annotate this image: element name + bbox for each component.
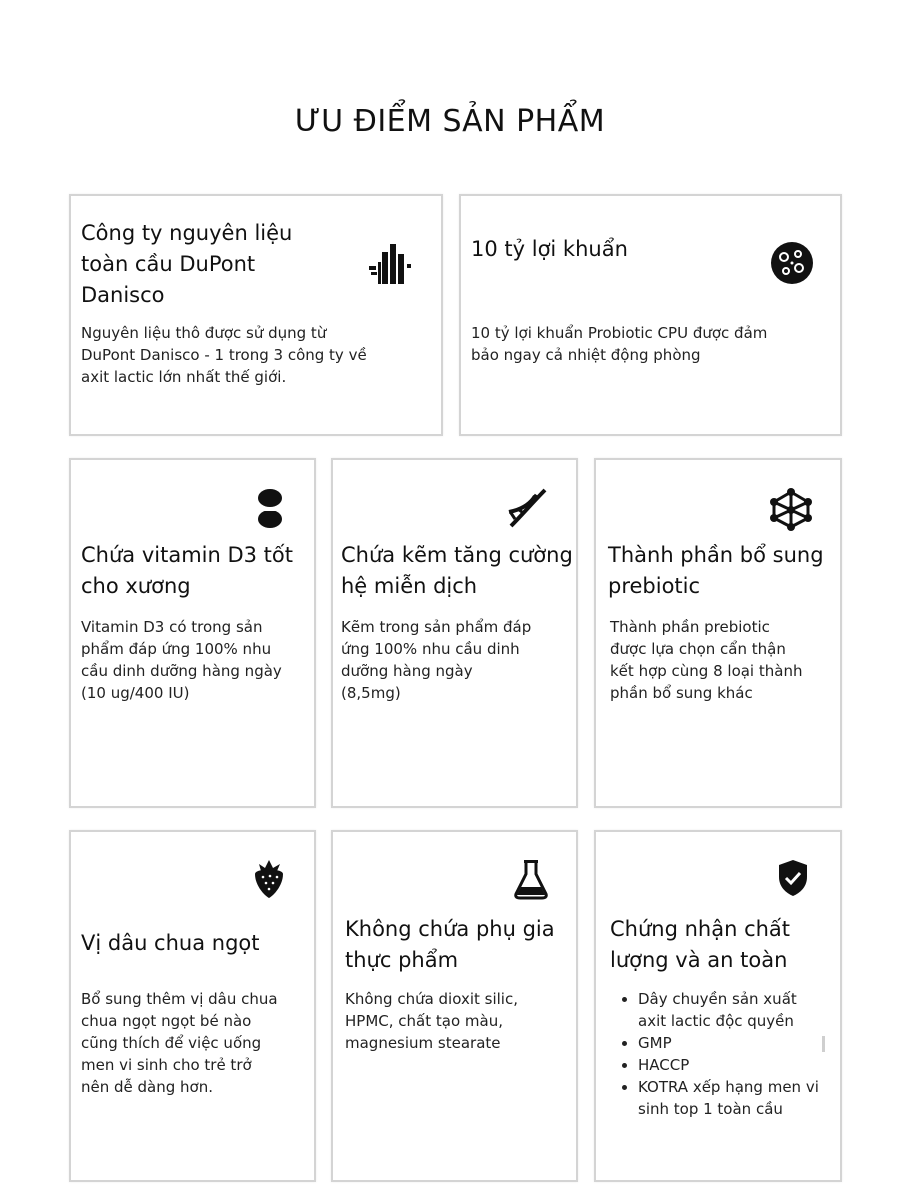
card-description: Thành phần prebiotic được lựa chọn cẩn thận kết hợp cùng 8 loại thành phần bổ sung khác <box>610 618 803 702</box>
bacteria-icon <box>769 240 815 286</box>
card-title: Không chứa phụ gia thực phẩm <box>345 917 555 972</box>
feature-card-no-additives <box>331 830 578 1182</box>
feature-card-probiotic <box>459 194 842 436</box>
list-item: • KOTRA xếp hạng men vi sinh top 1 toàn cầu <box>638 1076 828 1120</box>
card-title: 10 tỷ lợi khuẩn <box>471 237 628 261</box>
factory-icon <box>367 240 417 286</box>
card-description: Vitamin D3 có trong sản phẩm đáp ứng 100% nhu cầu dinh dưỡng hàng ngày (10 ug/400 IU) <box>81 618 282 702</box>
card-title: Công ty nguyên liệu toàn cầu DuPont Danisco <box>81 221 293 307</box>
feature-card-prebiotic <box>594 458 842 808</box>
list-item: • HACCP <box>638 1054 828 1076</box>
edge-mark <box>822 1036 825 1052</box>
vitamin-capsule-icon <box>255 488 285 530</box>
strawberry-icon <box>251 858 287 900</box>
card-title: Vị dâu chua ngọt <box>81 931 260 955</box>
page-title: ƯU ĐIỂM SẢN PHẨM <box>294 104 606 139</box>
card-title: Chứng nhận chất lượng và an toàn <box>610 917 791 972</box>
feature-card-dupont <box>69 194 443 436</box>
molecule-icon <box>768 486 814 532</box>
card-title: Thành phần bổ sung prebiotic <box>608 543 824 598</box>
list-item: • GMP <box>638 1032 828 1054</box>
card-description: Bổ sung thêm vị dâu chua chua ngọt ngọt bé nào cũng thích để việc uống men vi sinh cho trẻ trở nên dễ dàng hơn. <box>81 990 278 1096</box>
flask-icon <box>513 858 549 900</box>
card-title: Chứa vitamin D3 tốt cho xương <box>81 543 293 598</box>
feature-card-vitamin-d3 <box>69 458 316 808</box>
feature-card-strawberry <box>69 830 316 1182</box>
list-item: • Dây chuyền sản xuất axit lactic độc quyền <box>638 988 828 1032</box>
card-title: Chứa kẽm tăng cường hệ miễn dịch <box>341 543 573 598</box>
shield-check-icon <box>776 858 810 898</box>
dna-icon <box>505 486 551 530</box>
card-description: 10 tỷ lợi khuẩn Probiotic CPU được đảm bảo ngay cả nhiệt động phòng <box>471 324 768 364</box>
certification-list <box>616 988 828 1120</box>
card-description: Không chứa dioxit silic, HPMC, chất tạo màu, magnesium stearate <box>345 990 518 1052</box>
feature-card-zinc <box>331 458 578 808</box>
card-description: Nguyên liệu thô được sử dụng từ DuPont Danisco - 1 trong 3 công ty về axit lactic lớn nhất thế giới. <box>81 324 367 386</box>
feature-card-certification <box>594 830 842 1182</box>
card-description: Kẽm trong sản phẩm đáp ứng 100% nhu cầu dinh dưỡng hàng ngày (8,5mg) <box>341 618 532 702</box>
